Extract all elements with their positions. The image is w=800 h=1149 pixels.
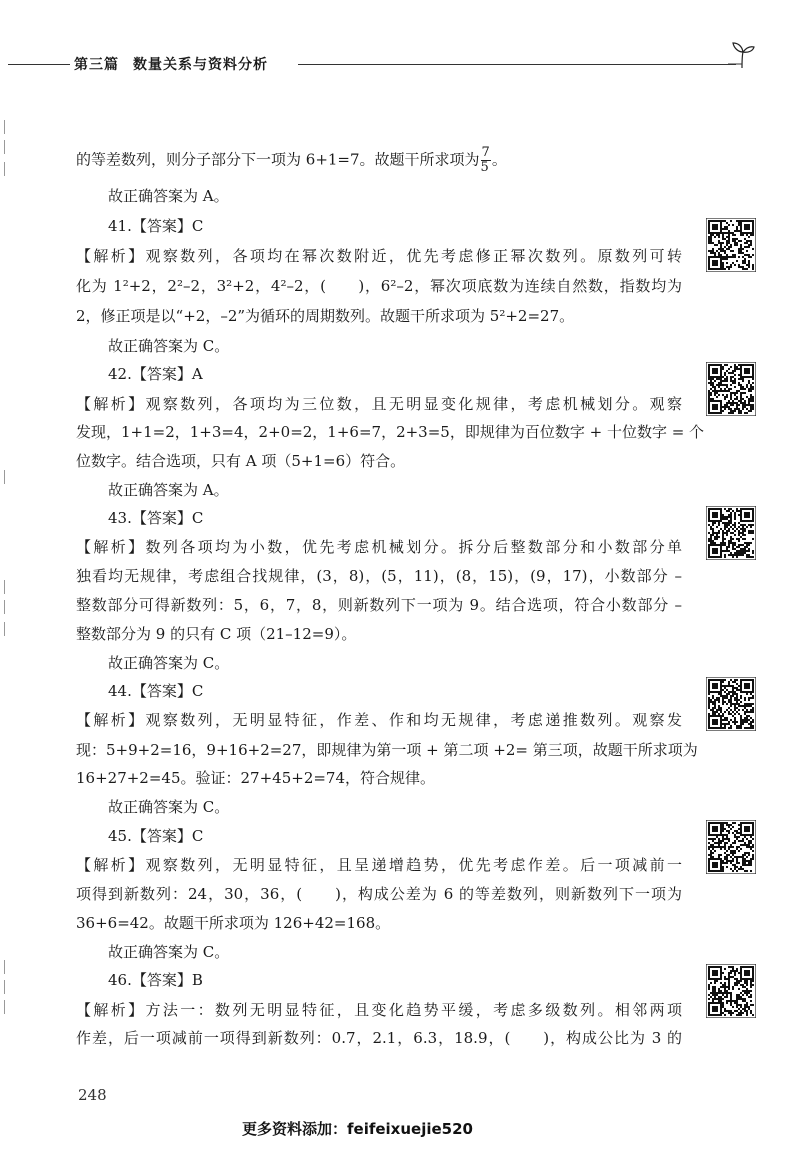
watermark-text: 更多资料添加：feifeixuejie520	[242, 1120, 473, 1138]
question-heading: 44.【答案】C	[108, 682, 204, 700]
answer-line: 故正确答案为 A。	[108, 187, 229, 205]
text-line: 2，修正项是以“+2，–2”为循环的周期数列。故题干所求项为 5²+2=27。	[76, 307, 575, 325]
text-line: 【解析】观察数列，无明显特征，作差、作和均无规律，考虑递推数列。观察发	[76, 711, 682, 729]
binding-mark	[4, 140, 5, 154]
text-line: 【解析】方法一：数列无明显特征，且变化趋势平缓，考虑多级数列。相邻两项	[76, 1001, 682, 1019]
binding-mark	[4, 470, 5, 484]
text-line: 整数部分为 9 的只有 C 项（21–12=9）。	[76, 625, 357, 643]
text-line: 发现，1+1=2，1+3=4，2+0=2，1+6=7，2+3=5，即规律为百位数字 + 十位数字 = 个	[76, 423, 705, 441]
text-line: 作差，后一项减前一项得到新数列：0.7，2.1，6.3，18.9，( )，构成公比为 3 的	[76, 1029, 682, 1047]
qr-code-icon[interactable]	[706, 820, 756, 874]
binding-mark	[4, 1000, 5, 1014]
answer-line: 故正确答案为 A。	[108, 481, 229, 499]
qr-code-icon[interactable]	[706, 506, 756, 560]
text-line: 36+6=42。故题干所求项为 126+42=168。	[76, 914, 391, 932]
binding-mark	[4, 120, 5, 134]
header-rule-right	[298, 64, 736, 65]
qr-code-icon[interactable]	[706, 964, 756, 1018]
qr-code-icon[interactable]	[706, 677, 756, 731]
text-line: 整数部分可得新数列：5，6，7，8，则新数列下一项为 9。结合选项，符合小数部分 –	[76, 596, 682, 614]
text-line: 项得到新数列：24，30，36，( )，构成公差为 6 的等差数列，则新数列下一项为	[76, 885, 682, 903]
question-heading: 45.【答案】C	[108, 827, 204, 845]
running-header	[74, 54, 268, 74]
binding-mark	[4, 162, 5, 176]
text-line: 【解析】数列各项均为小数，优先考虑机械划分。拆分后整数部分和小数部分单	[76, 538, 682, 556]
header-title: 数量关系与资料分析	[133, 57, 268, 73]
text-line: 独看均无规律，考虑组合找规律，(3，8)，(5，11)，(8，15)，(9，17)，小数部分 –	[76, 567, 682, 585]
text-line: 的等差数列，则分子部分下一项为 6+1=7。故题干所求项为 $\frac{7}{5}$ 。	[76, 145, 507, 175]
text-line: 现：5+9+2=16，9+16+2=27，即规律为第一项 + 第二项 +2= 第三项，故题干所求项为	[76, 741, 698, 759]
qr-code-icon[interactable]	[706, 218, 756, 272]
header-rule-left	[8, 64, 70, 65]
question-heading: 46.【答案】B	[108, 971, 203, 989]
qr-code-icon[interactable]	[706, 362, 756, 416]
page-number: 248	[78, 1086, 107, 1104]
answer-line: 故正确答案为 C。	[108, 337, 230, 355]
question-heading: 42.【答案】A	[108, 365, 203, 383]
text-line: 位数字。结合选项，只有 A 项（5+1=6）符合。	[76, 452, 406, 470]
text-line: 【解析】观察数列，各项均为三位数，且无明显变化规律，考虑机械划分。观察	[76, 395, 682, 413]
header-part: 第三篇	[74, 57, 119, 73]
question-heading: 43.【答案】C	[108, 509, 204, 527]
binding-mark	[4, 580, 5, 594]
text-line: 【解析】观察数列，无明显特征，且呈递增趋势，优先考虑作差。后一项减前一	[76, 856, 682, 874]
binding-mark	[4, 600, 5, 614]
answer-line: 故正确答案为 C。	[108, 654, 230, 672]
answer-line: 故正确答案为 C。	[108, 798, 230, 816]
binding-mark	[4, 980, 5, 994]
text-line: 16+27+2=45。验证：27+45+2=74，符合规律。	[76, 769, 436, 787]
binding-mark	[4, 960, 5, 974]
text-line: 化为 1²+2，2²–2，3²+2，4²–2，( )，6²–2，幂次项底数为连续自然数，指数均为	[76, 277, 682, 295]
answer-line: 故正确答案为 C。	[108, 943, 230, 961]
fraction: $\frac{7}{5}$	[480, 145, 490, 175]
sprout-icon	[728, 38, 756, 70]
question-heading: 41.【答案】C	[108, 217, 204, 235]
text-line: 【解析】观察数列，各项均在幂次数附近，优先考虑修正幂次数列。原数列可转	[76, 247, 682, 265]
binding-mark	[4, 622, 5, 636]
